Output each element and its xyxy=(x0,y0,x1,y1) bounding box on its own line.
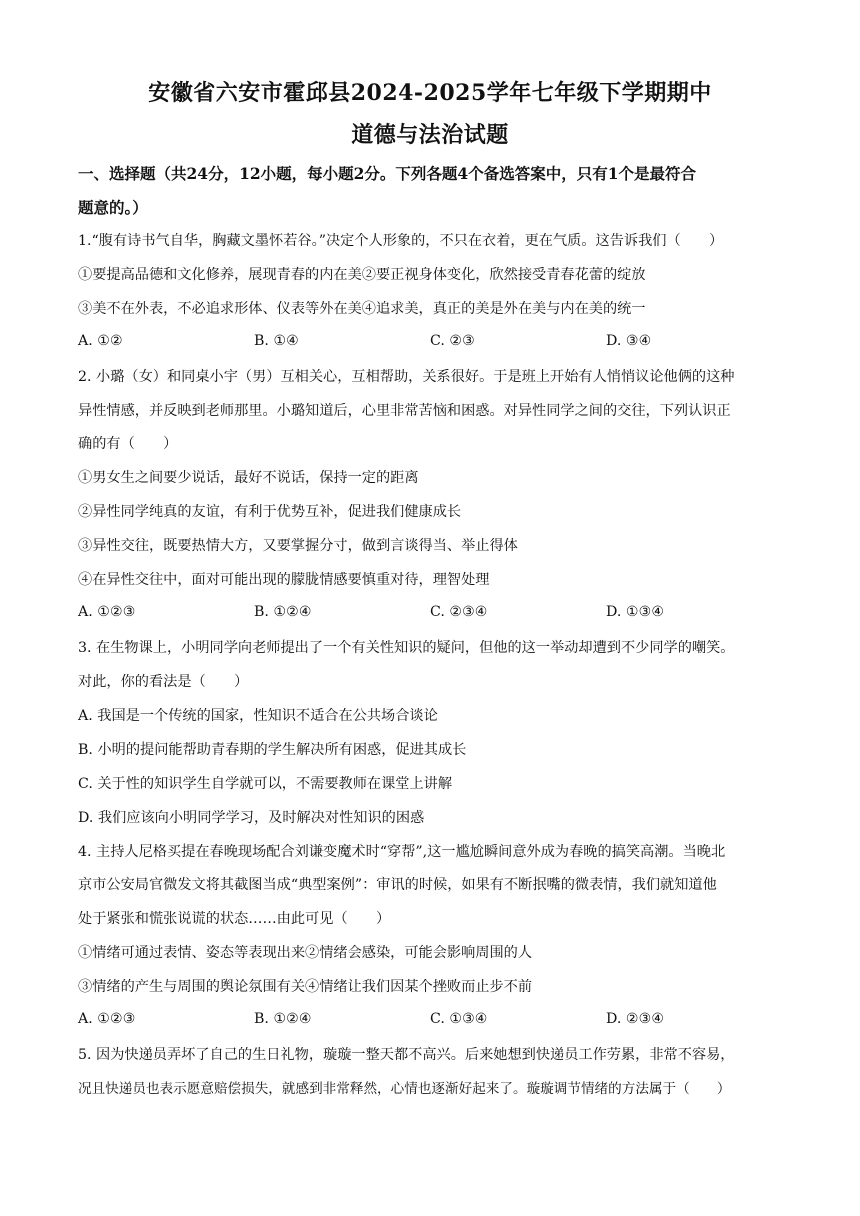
q2-option-c: C. ②③④ xyxy=(430,604,488,620)
q4-option-c: C. ①③④ xyxy=(430,1011,488,1027)
section-heading: 一、选择题（共24分，12小题，每小题2分。下列各题4个备选答案中，只有1个是最符合 xyxy=(78,164,696,183)
q3-option-b: B. 小明的提问能帮助青春期的学生解决所有困惑，促进其成长 xyxy=(78,742,467,758)
q4-statement: ①情绪可通过表情、姿态等表现出来②情绪会感染，可能会影响周围的人 xyxy=(78,945,533,961)
q1-statement: ①要提高品德和文化修养，展现青春的内在美②要正视身体变化，欣然接受青春花蕾的绽放 xyxy=(78,267,646,283)
q2-statement: ③异性交往，既要热情大方，又要掌握分寸，做到言谈得当、举止得体 xyxy=(78,538,518,554)
q1-option-c: C. ②③ xyxy=(430,333,475,349)
q5-stem: 5. 因为快递员弄坏了自己的生日礼物，璇璇一整天都不高兴。后来她想到快递员工作劳累，非常不容易， xyxy=(78,1047,735,1063)
q2-statement: ①男女生之间要少说话，最好不说话，保持一定的距离 xyxy=(78,470,419,486)
q2-stem: 异性情感，并反映到老师那里。小璐知道后，心里非常苦恼和困惑。对异性同学之间的交往，下列认识正 xyxy=(78,403,731,419)
exam-title: 安徽省六安市霍邱县2024-2025学年七年级下学期期中 xyxy=(148,80,712,106)
q4-option-a: A. ①②③ xyxy=(78,1011,136,1027)
q2-option-a: A. ①②③ xyxy=(78,604,136,620)
q2-stem: 2. 小璐（女）和同桌小宇（男）互相关心，互相帮助，关系很好。于是班上开始有人悄悄议论他俩的这种 xyxy=(78,369,735,385)
q2-stem: 确的有（ ） xyxy=(78,436,178,452)
q4-option-d: D. ②③④ xyxy=(606,1011,665,1027)
q2-option-d: D. ①③④ xyxy=(606,604,665,620)
q4-statement: ③情绪的产生与周围的舆论氛围有关④情绪让我们因某个挫败而止步不前 xyxy=(78,979,533,995)
q3-stem: 对此，你的看法是（ ） xyxy=(78,674,249,690)
q1-option-b: B. ①④ xyxy=(254,333,299,349)
q3-option-c: C. 关于性的知识学生自学就可以，不需要教师在课堂上讲解 xyxy=(78,776,453,792)
q4-stem: 4. 主持人尼格买提在春晚现场配合刘谦变魔术时“穿帮”,这一尴尬瞬间意外成为春晚的搞笑高潮。当晚北 xyxy=(78,844,726,860)
q3-option-d: D. 我们应该向小明同学学习，及时解决对性知识的困惑 xyxy=(78,810,425,826)
q1-statement: ③美不在外表，不必追求形体、仪表等外在美④追求美，真正的美是外在美与内在美的统一 xyxy=(78,301,646,317)
exam-subtitle: 道德与法治试题 xyxy=(351,122,509,148)
q4-stem: 京市公安局官微发文将其截图当成“典型案例”：审讯的时候，如果有不断抿嘴的微表情，我们就知道他 xyxy=(78,877,717,893)
q4-stem: 处于紧张和慌张说谎的状态……由此可见（ ） xyxy=(78,911,391,927)
q1-option-a: A. ①② xyxy=(78,333,123,349)
q3-stem: 3. 在生物课上，小明同学向老师提出了一个有关性知识的疑问，但他的这一举动却遭到不少同学的嘲笑。 xyxy=(78,640,735,656)
q1-stem: 1.“腹有诗书气自华，胸藏文墨怀若谷。”决定个人形象的，不只在衣着，更在气质。这告诉我们（ ） xyxy=(78,233,724,249)
q2-statement: ②异性同学纯真的友谊，有利于优势互补，促进我们健康成长 xyxy=(78,504,462,520)
q3-option-a: A. 我国是一个传统的国家，性知识不适合在公共场合谈论 xyxy=(78,708,438,724)
q1-option-d: D. ③④ xyxy=(606,333,652,349)
section-heading-cont: 题意的。） xyxy=(78,198,148,217)
q5-stem: 况且快递员也表示愿意赔偿损失，就感到非常释然，心情也逐渐好起来了。璇璇调节情绪的方法属于（ ） xyxy=(78,1081,731,1097)
q4-option-b: B. ①②④ xyxy=(254,1011,312,1027)
q2-option-b: B. ①②④ xyxy=(254,604,312,620)
q2-statement: ④在异性交往中，面对可能出现的朦胧情感要慎重对待，理智处理 xyxy=(78,572,490,588)
